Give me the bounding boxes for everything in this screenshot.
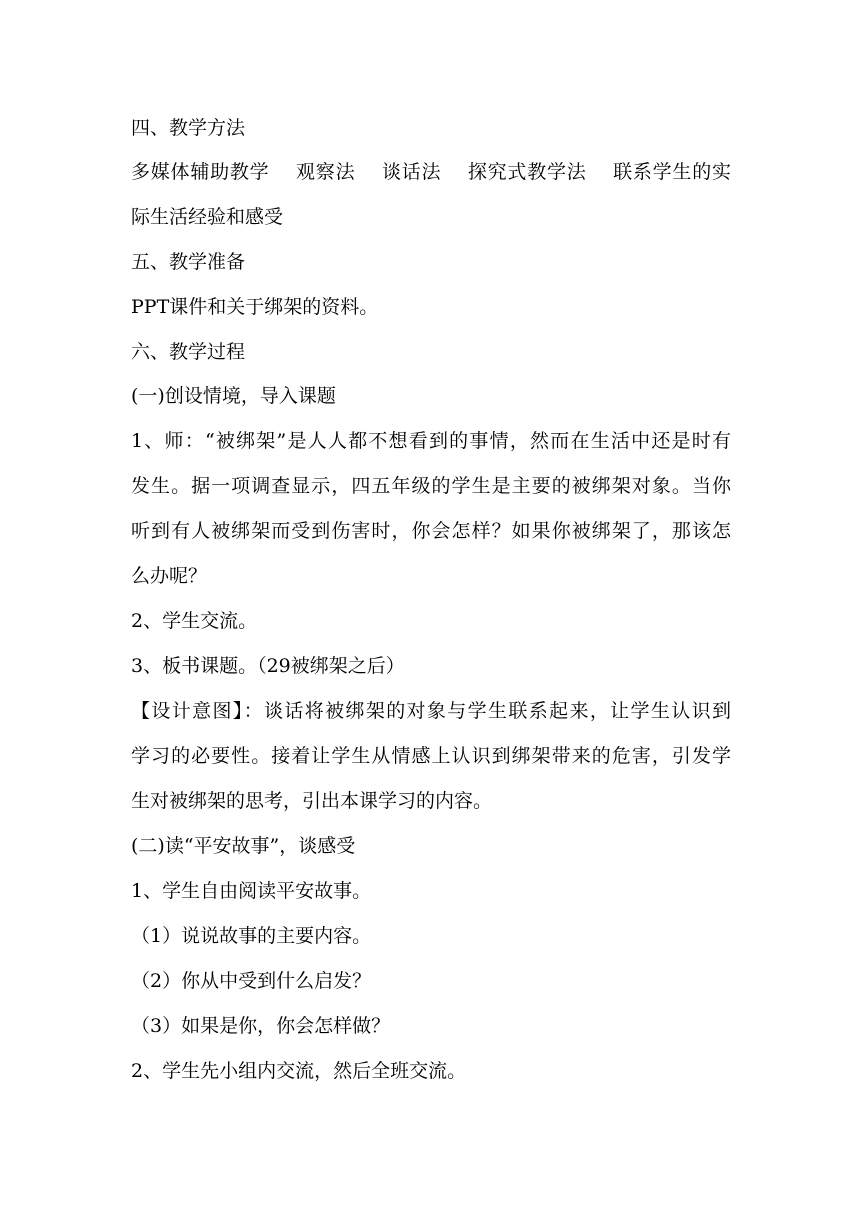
paragraph-line: 2、学生交流。: [131, 610, 258, 632]
heading-teaching-process: 六、教学过程: [131, 341, 246, 363]
paragraph-line: 么办呢？: [131, 565, 208, 587]
paragraph-line: 1、学生自由阅读平安故事。: [131, 880, 372, 902]
paragraph-line: 际生活经验和感受: [131, 206, 284, 228]
list-item: （1）说说故事的主要内容。: [131, 925, 372, 947]
paragraph-line: 2、学生先小组内交流，然后全班交流。: [131, 1060, 467, 1082]
heading-teaching-methods: 四、教学方法: [131, 117, 246, 139]
subheading-line: (二)读“平安故事”，谈感受: [131, 835, 356, 857]
paragraph-line: 3、板书课题。（29被绑架之后）: [131, 655, 405, 677]
paragraph-line: PPT课件和关于绑架的资料。: [131, 296, 379, 318]
list-item: （2）你从中受到什么启发？: [131, 970, 372, 992]
subheading-line: (一)创设情境，导入课题: [131, 385, 336, 407]
list-item: （3）如果是你，你会怎样做？: [131, 1015, 391, 1037]
heading-teaching-preparation: 五、教学准备: [131, 251, 246, 273]
paragraph-line: 发生。据一项调查显示，四五年级的学生是主要的被绑架对象。当你: [131, 475, 731, 497]
paragraph-line: 生对被绑架的思考，引出本课学习的内容。: [131, 790, 493, 812]
paragraph-line: 学习的必要性。接着让学生从情感上认识到绑架带来的危害，引发学: [131, 745, 731, 767]
paragraph-line: 听到有人被绑架而受到伤害时，你会怎样？如果你被绑架了，那该怎: [131, 520, 731, 542]
design-intent-line: 【设计意图】：谈话将被绑架的对象与学生联系起来，让学生认识到: [131, 700, 731, 722]
paragraph-line: 多媒体辅助教学 观察法 谈话法 探究式教学法 联系学生的实: [131, 161, 731, 183]
paragraph-line: 1、师：“被绑架”是人人都不想看到的事情，然而在生活中还是时有: [131, 430, 731, 452]
